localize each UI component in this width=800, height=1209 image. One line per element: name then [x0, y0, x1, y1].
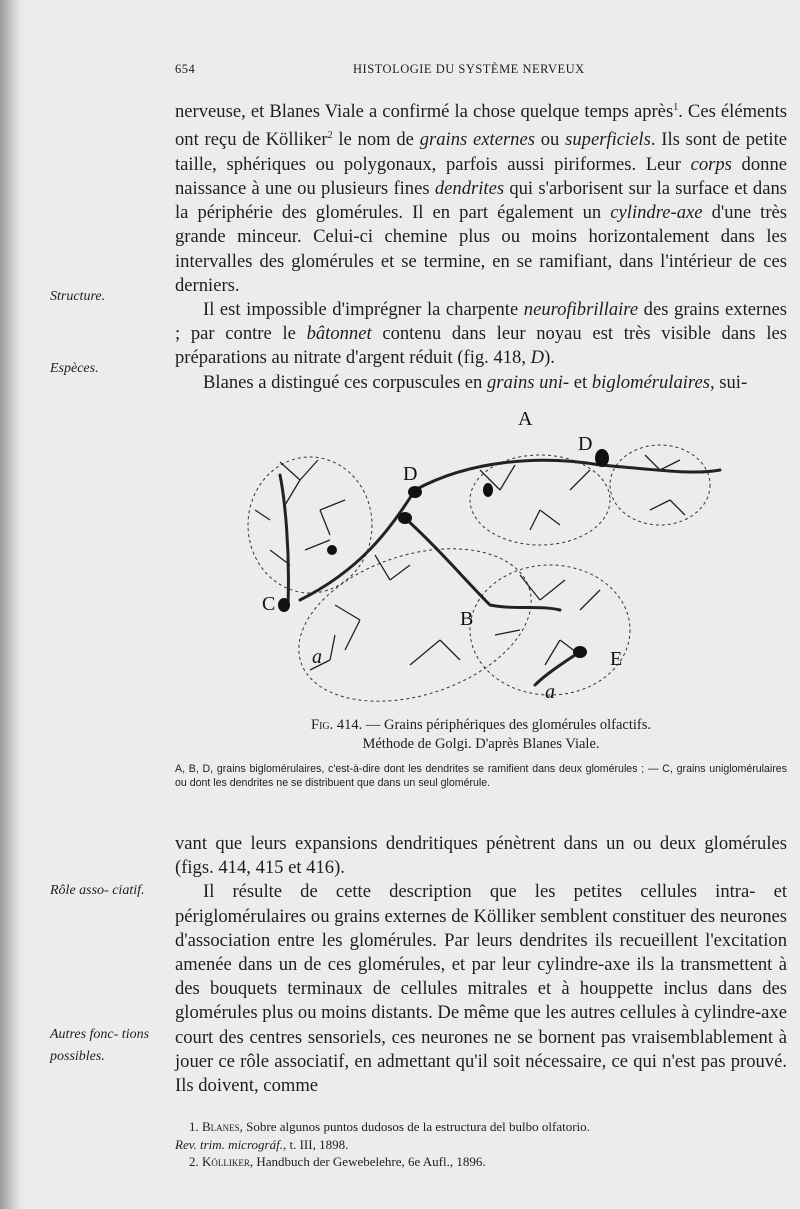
body-text-top — [175, 96, 787, 395]
figure-label-d-right: D — [578, 433, 593, 455]
paragraph-structure: Il est impossible d'imprégner la charpente neurofibrillaire des grains externes ; par contre le bâtonnet contenu dans leur noyau est très visible dans les préparations au nitrate d'argent réduit (fig. 418, D). — [175, 299, 787, 369]
paragraph-suite: vant que leurs expansions dendritiques pénètrent dans un ou deux glomérules (figs. 414, 415 et 416). — [175, 833, 787, 879]
margin-note-structure: Structure. — [50, 289, 106, 304]
footnote-1-reference: Rev. trim. micrográf., t. III, 1898. — [175, 1136, 349, 1152]
figure-caption — [175, 716, 787, 754]
paragraph-role-associatif: Il résulte de cette description que les petites cellules intra- et périglomérulaires ou grains externes de Kölliker semblent constituer des neurones d'association entre les glomérules. Par leurs dendrites ils recueillent l'excitation amenée dans un de ces glomérules, et par leur cylindre-axe ils la transmettent à des bouquets terminaux de cellules mitrales et à houppette inclus dans des glomérules plus ou moins distants. De même que les autres cellules à cylindre-axe court des centres sensoriels, ces neurones ne se bornent pas vraisemblablement à jouer ce rôle associatif, en admettant qu'il soit nécessaire, ce qui n'est pas prouvé. Ils doivent, comme — [175, 881, 787, 1097]
footnotes — [175, 1118, 787, 1171]
figure-label-a-lower-left: a — [312, 646, 322, 668]
margin-note-autres: Autres fonc- tions possibles. — [50, 1027, 150, 1064]
page-number: 654 — [175, 62, 196, 76]
body-text-bottom — [175, 832, 787, 1098]
footnote-2: 2. Kölliker, Handbuch der Gewebelehre, 6e Aufl., 1896. — [189, 1154, 486, 1169]
margin-note-role: Rôle asso- ciatif. — [50, 883, 145, 898]
figure-label-b: B — [460, 608, 474, 630]
caption-line-2: Méthode de Golgi. D'après Blanes Viale. — [362, 736, 600, 752]
figure-label-a-lower: a — [545, 681, 555, 703]
figure-glomerules-illustration — [240, 400, 730, 710]
caption-line-1: Fig. 414. — Grains périphériques des glomérules olfactifs. — [311, 717, 651, 733]
figure-legend: A, B, D, grains biglomérulaires, c'est-à-dire dont les dendrites se ramifient dans deux glomérules ; — C, grains uniglomérulaires ou dont les dendrites ne se distribuent que dans un seul glomérule. — [175, 763, 787, 789]
margin-note-especes: Espèces. — [50, 361, 99, 376]
running-header — [175, 62, 787, 80]
page-binding-shadow — [0, 0, 22, 1209]
running-title: HISTOLOGIE DU SYSTÈME NERVEUX — [353, 62, 585, 76]
figure-label-c: C — [262, 593, 276, 615]
paragraph-especes: Blanes a distingué ces corpuscules en grains uni- et biglomérulaires, sui- — [203, 371, 748, 393]
figure-label-d-left: D — [403, 463, 418, 485]
footnote-1: 1. Blanes, Sobre algunos puntos dudosos de la estructura del bulbo olfatorio. — [189, 1119, 590, 1134]
caption-figure-number: Fig. 414. — [311, 717, 363, 733]
figure-label-e: E — [610, 648, 623, 670]
paragraph-grains-externes: nerveuse, et Blanes Viale a confirmé la chose quelque temps après$^1$. Ces éléments ont reçu de Kölliker$^2$ le nom de grains externes ou superficiels. Ils sont de petite taille, sphériques ou polygonaux, parfois aussi piriformes. Leur corps donne naissance à une ou plusieurs fines dendrites qui s'arborisent sur la surface et dans la périphérie des glomérules. Il en part également un cylindre-axe d'une très grande minceur. Celui-ci chemine plus ou moins horizontalement dans les intervalles des glomérules et se termine, en se ramifiant, dans l'intérieur de ces derniers. — [175, 101, 788, 296]
figure-label-a-upper: A — [518, 408, 533, 430]
